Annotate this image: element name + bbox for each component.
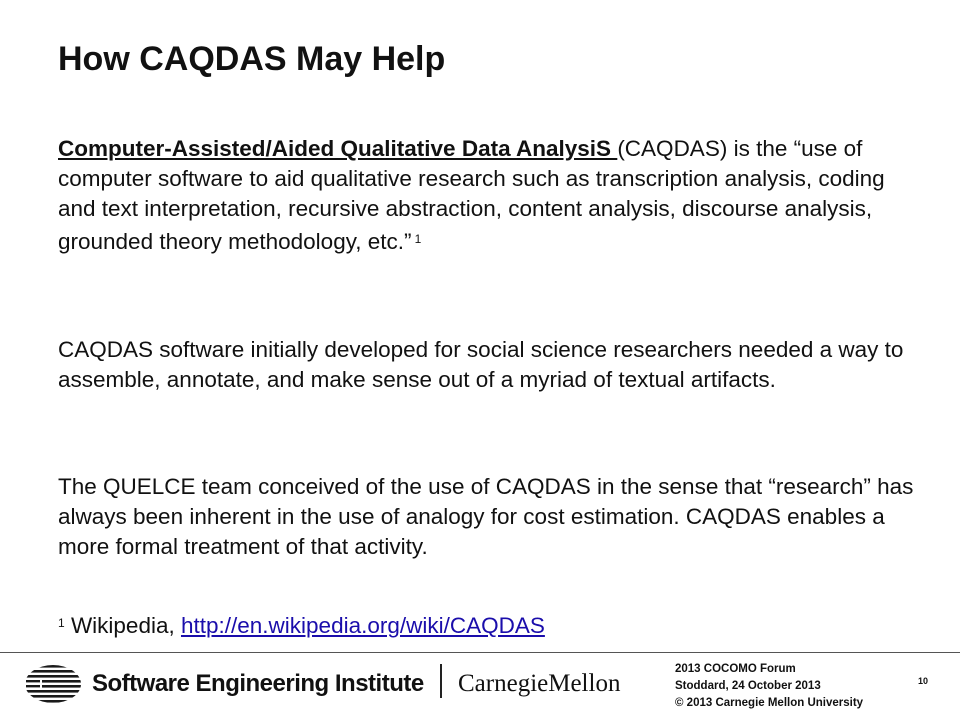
footer-copyright: © 2013 Carnegie Mellon University xyxy=(675,697,864,709)
slide-title: How CAQDAS May Help xyxy=(58,40,446,78)
caqdas-term: Computer-Assisted/Aided Qualitative Data AnalysiS xyxy=(58,136,618,161)
footnote-reference: 1 xyxy=(414,232,422,246)
footnote-mark: 1 xyxy=(58,616,65,630)
caqdas-definition-paragraph xyxy=(58,134,918,257)
quelce-paragraph: The QUELCE team conceived of the use of CAQDAS in the sense that “research” has always been inherent in the use of analogy for cost estimation. CAQDAS enables a more formal treatment of that activity. xyxy=(58,474,914,559)
caqdas-definition-text: (CAQDAS) is the “use of computer software to aid qualitative research such as transcription analysis, coding and text interpretation, recursive abstraction, content analysis, discourse analysis, grounded theory methodology, etc.” xyxy=(58,136,885,254)
footer-info xyxy=(675,661,863,712)
sei-striped-globe-icon xyxy=(24,664,82,704)
footer-rule xyxy=(0,652,960,653)
caqdas-origin-paragraph: CAQDAS software initially developed for social science researchers needed a way to assemble, annotate, and make sense out of a myriad of textual artifacts. xyxy=(58,337,904,392)
sei-wordmark: Software Engineering Institute xyxy=(92,670,424,697)
page-number: 10 xyxy=(918,676,929,686)
footer-event: 2013 COCOMO Forum xyxy=(675,663,796,675)
footer-author-date: Stoddard, 24 October 2013 xyxy=(675,680,821,692)
cmu-wordmark: CarnegieMellon xyxy=(458,670,621,697)
footnote xyxy=(58,608,918,641)
footnote-source: Wikipedia, xyxy=(64,613,181,638)
wikipedia-link[interactable]: http://en.wikipedia.org/wiki/CAQDAS xyxy=(180,613,545,638)
footer-divider xyxy=(440,664,442,698)
